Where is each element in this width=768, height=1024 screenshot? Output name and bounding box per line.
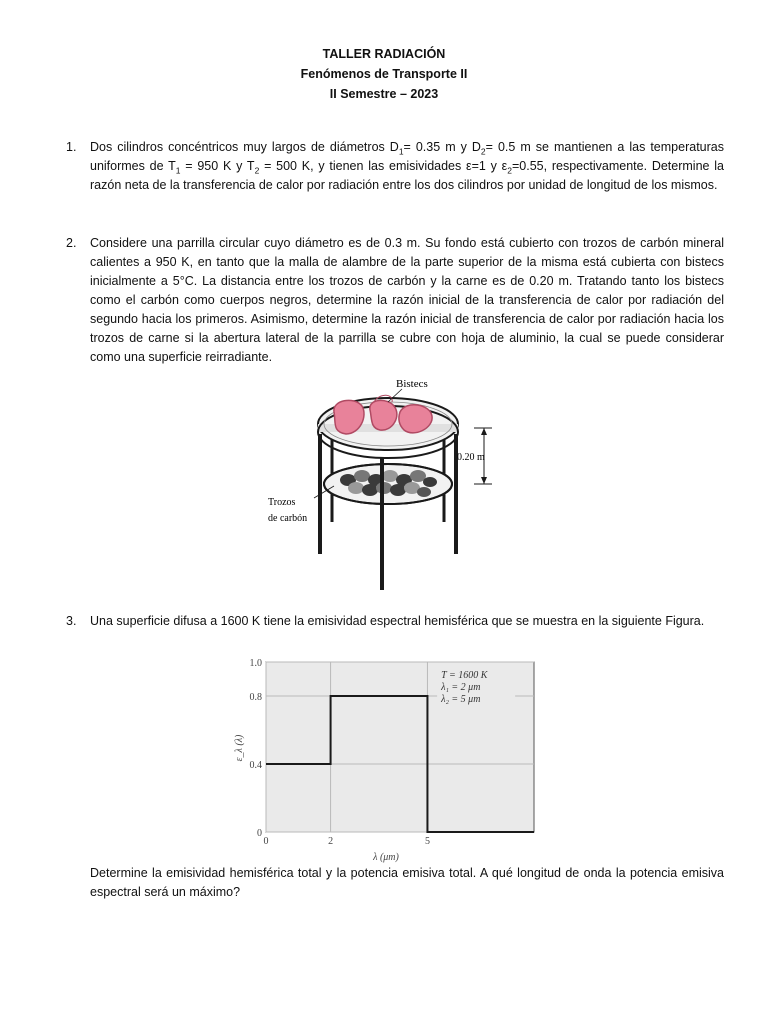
label-distance: 0.20 m: [457, 452, 485, 463]
problem-followup-text: Determine la emisividad hemisférica total y la potencia emisiva total. A qué longitud de onda la potencia emisiva espectral será un máximo?: [90, 866, 724, 899]
problem-text: Considere una parrilla circular cuyo diámetro es de 0.3 m. Su fondo está cubierto con trozos de carbón mineral calientes a 950 K, en tanto que la malla de alambre de la parte superior de la misma está cubierta con bistecs inicialmente a 5°C. La distancia entre los trozos de carbón y la carne es de 0.20 m. Tratando tanto los bistecs como el carbón como cuerpos negros, determine la razón inicial de la transferencia de calor por radiación del segundo hacia los primeros. Asimismo, determine la razón inicial de transferencia de calor por radiación hacia los trozos de carne si la abertura lateral de la parrilla se cubre con hoja de aluminio, la cual se puede considerar como una superficie reirradiante.: [90, 236, 724, 364]
document-header: [0, 44, 768, 104]
problem-1: [66, 138, 724, 195]
emissivity-chart: [226, 650, 546, 864]
problem-text: Una superficie difusa a 1600 K tiene la emisividad espectral hemisférica que se muestra en la siguiente Figura.: [90, 614, 705, 628]
steak: [370, 400, 397, 430]
x-tick-label: 2: [328, 836, 334, 847]
chart-annotation: λ₁ = 2 μm: [441, 682, 481, 693]
grill-illustration: [262, 372, 512, 598]
x-tick-label: 5: [424, 836, 430, 847]
document-subtitle: Fenómenos de Transporte II: [300, 67, 468, 81]
y-tick-label: 1.0: [249, 658, 262, 669]
label-coal: Trozos: [268, 497, 296, 508]
chart-annotation: T = 1600 K: [441, 670, 488, 681]
x-axis-label: λ (μm): [373, 852, 399, 863]
chart-annotation: λ₂ = 5 μm: [441, 694, 481, 705]
problem-number: 1.: [66, 140, 77, 154]
problem-number: 3.: [66, 614, 77, 628]
y-tick-label: 0.4: [249, 760, 262, 771]
problem-number: 2.: [66, 236, 77, 250]
problem-3-followup: [66, 864, 724, 902]
label-steaks: Bistecs: [396, 378, 428, 390]
problem-text: Dos cilindros concéntricos muy largos de diámetros $D_1= 0.35$ m y $D_2= 0.5$ m se mantienen a las temperaturas uniformes de $T_1 = 950$ K y $T_2 = 500$ K, y tienen las emisividades ε=1 y $\varepsilon_2=0.55$, respectivamente. Determine la razón neta de la transferencia de calor por radiación entre los dos cilindros por unidad de longitud de los mismos.: [90, 140, 724, 192]
y-axis-label: ε_λ (λ): [234, 734, 245, 762]
y-tick-label: 0: [257, 828, 262, 839]
x-tick-label: 0: [263, 836, 269, 847]
y-tick-label: 0.8: [249, 692, 262, 703]
grill-figure: [262, 372, 512, 598]
problem-2: [66, 234, 724, 367]
document-title: TALLER RADIACIÓN: [322, 47, 446, 61]
emissivity-chart-svg: [226, 650, 546, 864]
document-semester: II Semestre – 2023: [329, 87, 439, 101]
problem-3: [66, 612, 724, 631]
label-coal: de carbón: [268, 513, 308, 524]
